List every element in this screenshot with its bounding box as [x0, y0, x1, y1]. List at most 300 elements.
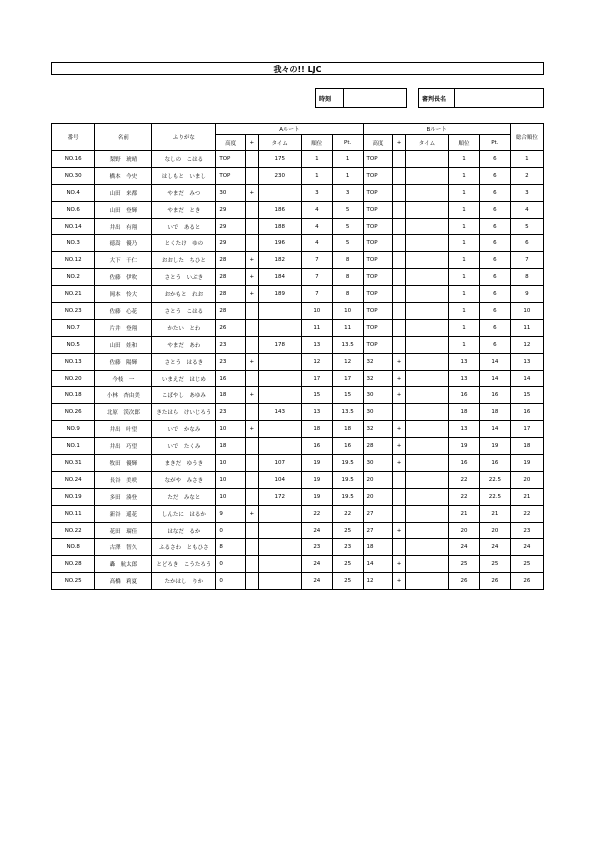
cell-b-pt: 22.5	[479, 488, 510, 505]
table-row	[52, 505, 544, 522]
cell-b-time	[405, 522, 448, 539]
cell-a-pt: 19.5	[332, 455, 363, 472]
cell-b-height: 18	[363, 539, 393, 556]
cell-b-rank: 25	[449, 556, 480, 573]
cell-a-plus	[246, 438, 259, 455]
cell-a-plus	[246, 201, 259, 218]
cell-number: NO.5	[52, 336, 95, 353]
cell-b-rank: 1	[449, 167, 480, 184]
cell-a-pt: 25	[332, 573, 363, 590]
cell-name: 山田 娃和	[95, 336, 152, 353]
cell-a-pt: 22	[332, 505, 363, 522]
cell-a-plus	[246, 303, 259, 320]
table-row	[52, 201, 544, 218]
cell-b-plus	[393, 303, 406, 320]
cell-number: NO.25	[52, 573, 95, 590]
cell-a-pt: 23	[332, 539, 363, 556]
cell-b-rank: 1	[449, 303, 480, 320]
cell-a-rank: 4	[301, 201, 332, 218]
cell-name: 井出 巧望	[95, 438, 152, 455]
cell-overall: 3	[510, 184, 543, 201]
cell-a-plus	[246, 218, 259, 235]
cell-a-plus: +	[246, 286, 259, 303]
cell-b-height: TOP	[363, 184, 393, 201]
cell-a-height: 29	[216, 218, 246, 235]
header-b-rank: 順位	[449, 135, 480, 151]
cell-name: 片井 登翔	[95, 319, 152, 336]
cell-a-time	[258, 370, 301, 387]
cell-furigana: ただ みなと	[152, 488, 216, 505]
cell-b-plus	[393, 404, 406, 421]
cell-b-plus: +	[393, 522, 406, 539]
header-a-plus: +	[246, 135, 259, 151]
cell-name: 井出 叶望	[95, 421, 152, 438]
cell-a-height: TOP	[216, 151, 246, 168]
cell-overall: 1	[510, 151, 543, 168]
cell-overall: 13	[510, 353, 543, 370]
cell-b-rank: 1	[449, 319, 480, 336]
cell-a-height: 28	[216, 303, 246, 320]
cell-b-height: 14	[363, 556, 393, 573]
cell-a-height: 10	[216, 455, 246, 472]
cell-a-pt: 1	[332, 151, 363, 168]
cell-overall: 16	[510, 404, 543, 421]
cell-b-height: TOP	[363, 167, 393, 184]
cell-name: 徳嵩 優乃	[95, 235, 152, 252]
cell-b-rank: 1	[449, 286, 480, 303]
cell-b-pt: 14	[479, 370, 510, 387]
cell-a-time: 196	[258, 235, 301, 252]
cell-furigana: おかもと れお	[152, 286, 216, 303]
cell-b-height: TOP	[363, 286, 393, 303]
cell-overall: 25	[510, 556, 543, 573]
cell-b-height: TOP	[363, 319, 393, 336]
cell-b-pt: 24	[479, 539, 510, 556]
header-b-pt: Pt.	[479, 135, 510, 151]
cell-b-pt: 22.5	[479, 471, 510, 488]
cell-number: NO.19	[52, 488, 95, 505]
cell-number: NO.12	[52, 252, 95, 269]
cell-overall: 26	[510, 573, 543, 590]
table-row	[52, 218, 544, 235]
cell-a-time: 172	[258, 488, 301, 505]
table-row	[52, 387, 544, 404]
cell-b-pt: 14	[479, 353, 510, 370]
cell-b-height: 27	[363, 505, 393, 522]
cell-a-rank: 7	[301, 252, 332, 269]
cell-a-rank: 24	[301, 522, 332, 539]
cell-number: NO.22	[52, 522, 95, 539]
header-b-time: タイム	[405, 135, 448, 151]
cell-name: 轟 航太郎	[95, 556, 152, 573]
cell-a-pt: 15	[332, 387, 363, 404]
cell-number: NO.11	[52, 505, 95, 522]
cell-b-time	[405, 218, 448, 235]
cell-b-plus	[393, 488, 406, 505]
cell-a-plus: +	[246, 269, 259, 286]
cell-b-rank: 1	[449, 151, 480, 168]
cell-b-time	[405, 573, 448, 590]
cell-b-rank: 1	[449, 336, 480, 353]
cell-a-plus	[246, 370, 259, 387]
cell-a-height: 18	[216, 387, 246, 404]
page-title: 我々の!! LJC	[51, 62, 544, 75]
cell-number: NO.23	[52, 303, 95, 320]
cell-furigana: かたい とわ	[152, 319, 216, 336]
cell-furigana: いで あると	[152, 218, 216, 235]
header-overall: 総合順位	[510, 124, 543, 151]
results-table	[51, 123, 544, 590]
cell-b-plus	[393, 151, 406, 168]
cell-b-rank: 18	[449, 404, 480, 421]
table-row	[52, 286, 544, 303]
cell-number: NO.7	[52, 319, 95, 336]
cell-overall: 22	[510, 505, 543, 522]
cell-name: 北原 渓次郎	[95, 404, 152, 421]
cell-overall: 11	[510, 319, 543, 336]
cell-b-rank: 13	[449, 421, 480, 438]
cell-a-height: 29	[216, 201, 246, 218]
cell-name: 山田 登輝	[95, 201, 152, 218]
cell-b-time	[405, 286, 448, 303]
cell-a-rank: 15	[301, 387, 332, 404]
cell-b-height: 32	[363, 353, 393, 370]
cell-a-rank: 12	[301, 353, 332, 370]
cell-a-time: 189	[258, 286, 301, 303]
cell-b-height: TOP	[363, 235, 393, 252]
cell-a-plus	[246, 151, 259, 168]
cell-b-rank: 26	[449, 573, 480, 590]
cell-number: NO.4	[52, 184, 95, 201]
cell-b-height: 32	[363, 370, 393, 387]
cell-number: NO.26	[52, 404, 95, 421]
cell-a-pt: 8	[332, 286, 363, 303]
cell-overall: 8	[510, 269, 543, 286]
cell-a-plus	[246, 319, 259, 336]
cell-b-height: TOP	[363, 151, 393, 168]
cell-a-plus: +	[246, 421, 259, 438]
cell-a-time: 178	[258, 336, 301, 353]
cell-number: NO.9	[52, 421, 95, 438]
cell-furigana: いで たくみ	[152, 438, 216, 455]
cell-b-time	[405, 438, 448, 455]
cell-a-height: 23	[216, 353, 246, 370]
cell-b-plus	[393, 167, 406, 184]
cell-b-plus	[393, 539, 406, 556]
cell-a-rank: 13	[301, 404, 332, 421]
cell-a-pt: 25	[332, 522, 363, 539]
cell-a-plus	[246, 455, 259, 472]
table-row	[52, 573, 544, 590]
cell-overall: 14	[510, 370, 543, 387]
cell-b-time	[405, 167, 448, 184]
cell-a-rank: 7	[301, 269, 332, 286]
table-row	[52, 151, 544, 168]
cell-a-plus	[246, 522, 259, 539]
cell-number: NO.14	[52, 218, 95, 235]
cell-name: 橋本 今史	[95, 167, 152, 184]
cell-a-time	[258, 387, 301, 404]
cell-name: 今枝 一	[95, 370, 152, 387]
cell-a-rank: 24	[301, 556, 332, 573]
cell-b-height: 28	[363, 438, 393, 455]
cell-b-plus: +	[393, 387, 406, 404]
cell-a-time	[258, 303, 301, 320]
cell-a-height: 10	[216, 471, 246, 488]
cell-a-pt: 13.5	[332, 404, 363, 421]
cell-b-rank: 24	[449, 539, 480, 556]
cell-b-plus: +	[393, 556, 406, 573]
cell-a-height: 28	[216, 252, 246, 269]
cell-overall: 6	[510, 235, 543, 252]
cell-a-pt: 5	[332, 218, 363, 235]
cell-a-plus	[246, 556, 259, 573]
cell-overall: 24	[510, 539, 543, 556]
cell-a-rank: 19	[301, 455, 332, 472]
cell-overall: 2	[510, 167, 543, 184]
judge-label: 審判長名	[419, 89, 455, 107]
cell-b-plus	[393, 336, 406, 353]
cell-b-height: TOP	[363, 252, 393, 269]
time-value	[344, 89, 406, 107]
table-row	[52, 319, 544, 336]
cell-furigana: たかはし りか	[152, 573, 216, 590]
cell-a-rank: 1	[301, 167, 332, 184]
cell-overall: 23	[510, 522, 543, 539]
cell-a-height: 8	[216, 539, 246, 556]
cell-furigana: ふるさわ ともひさ	[152, 539, 216, 556]
cell-furigana: とどろき こうたろう	[152, 556, 216, 573]
cell-a-rank: 17	[301, 370, 332, 387]
cell-b-time	[405, 336, 448, 353]
cell-a-time	[258, 505, 301, 522]
cell-b-height: 30	[363, 387, 393, 404]
cell-a-height: 26	[216, 319, 246, 336]
cell-b-pt: 6	[479, 252, 510, 269]
cell-a-pt: 19.5	[332, 471, 363, 488]
cell-a-plus: +	[246, 184, 259, 201]
cell-a-time: 182	[258, 252, 301, 269]
table-row	[52, 471, 544, 488]
table-row	[52, 522, 544, 539]
cell-a-height: 9	[216, 505, 246, 522]
cell-b-pt: 6	[479, 218, 510, 235]
cell-furigana: さとう はるき	[152, 353, 216, 370]
cell-furigana: やまだ あわ	[152, 336, 216, 353]
cell-overall: 17	[510, 421, 543, 438]
cell-a-plus	[246, 336, 259, 353]
cell-a-pt: 16	[332, 438, 363, 455]
cell-a-plus: +	[246, 252, 259, 269]
time-label: 時刻	[316, 89, 344, 107]
cell-name: 小林 杏由美	[95, 387, 152, 404]
cell-b-plus: +	[393, 455, 406, 472]
cell-b-pt: 16	[479, 455, 510, 472]
cell-a-pt: 18	[332, 421, 363, 438]
cell-b-height: 30	[363, 404, 393, 421]
cell-a-time	[258, 353, 301, 370]
cell-furigana: とくたけ ゆの	[152, 235, 216, 252]
cell-number: NO.1	[52, 438, 95, 455]
table-row	[52, 488, 544, 505]
cell-b-rank: 13	[449, 353, 480, 370]
cell-overall: 9	[510, 286, 543, 303]
header-a-height: 高度	[216, 135, 246, 151]
cell-a-rank: 3	[301, 184, 332, 201]
cell-a-plus	[246, 235, 259, 252]
cell-b-rank: 22	[449, 471, 480, 488]
time-box	[315, 88, 407, 108]
cell-a-rank: 4	[301, 235, 332, 252]
table-row	[52, 303, 544, 320]
cell-b-time	[405, 471, 448, 488]
cell-number: NO.2	[52, 269, 95, 286]
cell-number: NO.24	[52, 471, 95, 488]
cell-a-rank: 1	[301, 151, 332, 168]
cell-furigana: はなだ るか	[152, 522, 216, 539]
header-b-height: 高度	[363, 135, 393, 151]
cell-overall: 19	[510, 455, 543, 472]
cell-b-time	[405, 404, 448, 421]
cell-furigana: ながや みさき	[152, 471, 216, 488]
cell-b-pt: 6	[479, 336, 510, 353]
cell-a-pt: 8	[332, 269, 363, 286]
cell-b-time	[405, 269, 448, 286]
cell-a-rank: 19	[301, 471, 332, 488]
cell-b-time	[405, 201, 448, 218]
cell-furigana: やまだ とき	[152, 201, 216, 218]
cell-a-rank: 18	[301, 421, 332, 438]
header-name: 名前	[95, 124, 152, 151]
cell-a-plus	[246, 167, 259, 184]
cell-a-pt: 8	[332, 252, 363, 269]
cell-b-rank: 20	[449, 522, 480, 539]
cell-overall: 12	[510, 336, 543, 353]
cell-number: NO.20	[52, 370, 95, 387]
table-row	[52, 438, 544, 455]
cell-a-rank: 23	[301, 539, 332, 556]
cell-furigana: いまえだ はじめ	[152, 370, 216, 387]
cell-name: 牧田 優輝	[95, 455, 152, 472]
cell-number: NO.30	[52, 167, 95, 184]
cell-a-height: 29	[216, 235, 246, 252]
cell-overall: 5	[510, 218, 543, 235]
cell-a-pt: 10	[332, 303, 363, 320]
cell-b-plus	[393, 201, 406, 218]
cell-overall: 4	[510, 201, 543, 218]
cell-b-pt: 16	[479, 387, 510, 404]
header-route-a: Aルート	[216, 124, 363, 135]
cell-name: 新谷 遥花	[95, 505, 152, 522]
cell-a-height: 0	[216, 522, 246, 539]
cell-a-plus	[246, 471, 259, 488]
cell-b-pt: 6	[479, 269, 510, 286]
cell-a-height: 16	[216, 370, 246, 387]
cell-b-height: TOP	[363, 201, 393, 218]
cell-a-pt: 11	[332, 319, 363, 336]
cell-b-rank: 1	[449, 252, 480, 269]
cell-furigana: なしの こはる	[152, 151, 216, 168]
cell-b-plus	[393, 471, 406, 488]
header-route-b: Bルート	[363, 124, 510, 135]
cell-b-plus	[393, 286, 406, 303]
cell-furigana: こばやし あゆみ	[152, 387, 216, 404]
cell-b-pt: 21	[479, 505, 510, 522]
cell-a-time: 143	[258, 404, 301, 421]
cell-a-plus: +	[246, 353, 259, 370]
cell-a-plus	[246, 539, 259, 556]
cell-name: 佐藤 心花	[95, 303, 152, 320]
cell-b-pt: 6	[479, 303, 510, 320]
cell-number: NO.8	[52, 539, 95, 556]
cell-a-pt: 25	[332, 556, 363, 573]
cell-a-rank: 22	[301, 505, 332, 522]
table-row	[52, 404, 544, 421]
cell-a-rank: 16	[301, 438, 332, 455]
cell-b-pt: 6	[479, 167, 510, 184]
table-row	[52, 455, 544, 472]
cell-furigana: きたはら けいじろう	[152, 404, 216, 421]
cell-a-pt: 19.5	[332, 488, 363, 505]
cell-name: 古澤 智久	[95, 539, 152, 556]
cell-b-time	[405, 488, 448, 505]
cell-b-time	[405, 319, 448, 336]
cell-b-rank: 16	[449, 455, 480, 472]
cell-a-time: 186	[258, 201, 301, 218]
cell-b-time	[405, 505, 448, 522]
table-row	[52, 235, 544, 252]
cell-b-height: TOP	[363, 336, 393, 353]
cell-b-time	[405, 455, 448, 472]
table-row	[52, 539, 544, 556]
table-row	[52, 353, 544, 370]
cell-overall: 18	[510, 438, 543, 455]
cell-b-time	[405, 421, 448, 438]
cell-b-plus	[393, 218, 406, 235]
cell-a-height: 10	[216, 488, 246, 505]
header-number: 番号	[52, 124, 95, 151]
cell-b-height: 20	[363, 471, 393, 488]
cell-overall: 10	[510, 303, 543, 320]
cell-a-rank: 19	[301, 488, 332, 505]
cell-name: 佐藤 伊吹	[95, 269, 152, 286]
cell-a-time	[258, 184, 301, 201]
cell-b-rank: 1	[449, 184, 480, 201]
cell-furigana: さとう こはる	[152, 303, 216, 320]
table-row	[52, 167, 544, 184]
cell-b-time	[405, 303, 448, 320]
cell-b-height: 30	[363, 455, 393, 472]
cell-a-time	[258, 421, 301, 438]
cell-a-pt: 1	[332, 167, 363, 184]
table-row	[52, 556, 544, 573]
cell-b-time	[405, 151, 448, 168]
cell-name: 高橋 莉夏	[95, 573, 152, 590]
header-a-rank: 順位	[301, 135, 332, 151]
cell-b-pt: 6	[479, 319, 510, 336]
cell-b-time	[405, 556, 448, 573]
cell-furigana: いで かなみ	[152, 421, 216, 438]
cell-b-time	[405, 387, 448, 404]
cell-name: 佐藤 陽輝	[95, 353, 152, 370]
cell-furigana: おおした ちひと	[152, 252, 216, 269]
cell-a-rank: 24	[301, 573, 332, 590]
judge-value	[455, 89, 543, 107]
cell-a-plus	[246, 404, 259, 421]
cell-a-height: 0	[216, 556, 246, 573]
cell-a-rank: 7	[301, 286, 332, 303]
cell-a-pt: 12	[332, 353, 363, 370]
